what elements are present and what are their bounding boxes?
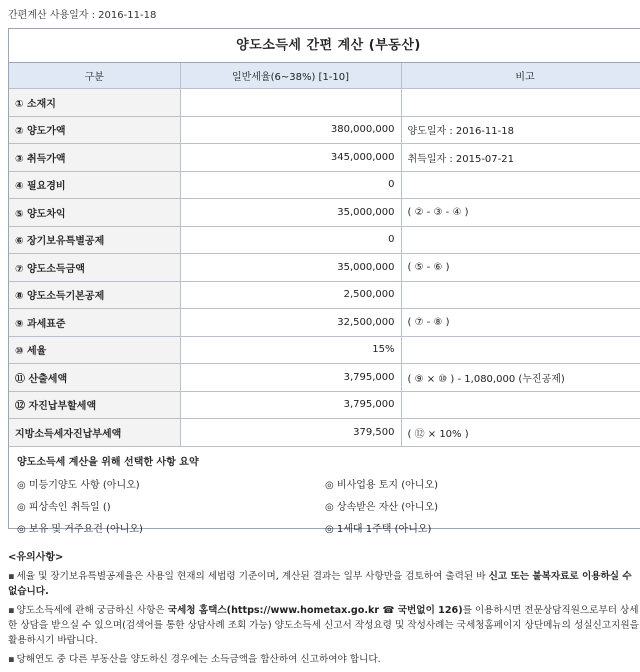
table-row: [9, 336, 640, 364]
row-label: ⑫ 자진납부할세액: [9, 391, 180, 419]
column-header: 비고: [401, 63, 640, 89]
row-remark: [401, 391, 640, 419]
summary-item: ◎ 상속받은 자산 (아니오): [325, 501, 439, 513]
note-item: [8, 569, 640, 599]
row-label: ③ 취득가액: [9, 144, 180, 172]
row-value: 2,500,000: [180, 281, 401, 309]
row-value: 345,000,000: [180, 144, 401, 172]
bullet-icon: ▪: [8, 571, 15, 582]
summary-item: ◎ 미등기양도 사항 (아니오): [17, 479, 140, 491]
table-row: [9, 89, 640, 117]
note-item: [8, 652, 640, 667]
row-remark: [401, 171, 640, 199]
summary-heading: 양도소득세 계산을 위해 선택한 사항 요약: [17, 456, 199, 468]
row-value: 380,000,000: [180, 116, 401, 144]
notes-section: [8, 548, 640, 671]
row-label: ⑥ 장기보유특별공제: [9, 226, 180, 254]
table-row: [9, 226, 640, 254]
summary-item: ◎ 1세대 1주택 (아니오): [325, 523, 432, 535]
column-header: 일반세율(6~38%) [1-10]: [180, 63, 401, 89]
page-title: 양도소득세 간편 계산 (부동산): [9, 29, 640, 63]
row-label: ⑧ 양도소득기본공제: [9, 281, 180, 309]
row-label: 지방소득세자진납부세액: [9, 419, 180, 447]
summary-item: ◎ 보유 및 거주요건 (아니오): [17, 523, 143, 535]
table-row: [9, 144, 640, 172]
row-label: ⑨ 과세표준: [9, 309, 180, 337]
usage-date: 간편계산 사용일자 : 2016-11-18: [8, 10, 157, 21]
note-text: 세율 및 장기보유특별공제율은 사용일 현재의 세법령 기준이며, 계산된 결과는 일부 사항만을 검토하여 출력된 바: [16, 571, 489, 582]
row-value: 379,500: [180, 419, 401, 447]
row-value: 35,000,000: [180, 199, 401, 227]
row-label: ⑩ 세율: [9, 336, 180, 364]
row-remark: ( ⑫ × 10% ): [401, 419, 640, 447]
calc-table: [9, 63, 640, 447]
row-remark: ( ② - ③ - ④ ): [401, 199, 640, 227]
row-remark: 양도일자 : 2016-11-18: [401, 116, 640, 144]
table-row: [9, 391, 640, 419]
note-text: 양도소득세에 관해 궁금하신 사항은: [16, 605, 168, 616]
notes-heading: <유의사항>: [8, 552, 64, 563]
bullet-icon: ▪: [8, 654, 15, 665]
row-remark: [401, 336, 640, 364]
row-value: [180, 89, 401, 117]
table-row: [9, 281, 640, 309]
row-label: ② 양도가액: [9, 116, 180, 144]
hometax-link[interactable]: 국세청 홈택스(https://www.hometax.go.kr ☎ 국번없이 126): [167, 605, 463, 616]
row-remark: [401, 226, 640, 254]
table-header-row: [9, 63, 640, 89]
table-row: [9, 199, 640, 227]
row-value: 0: [180, 226, 401, 254]
row-value: 3,795,000: [180, 391, 401, 419]
row-remark: ( ⑤ - ⑥ ): [401, 254, 640, 282]
column-header: 구분: [9, 63, 180, 89]
note-emphasis: 신고 또는 불복자료로 이용하실 수 없습니다.: [8, 571, 632, 597]
table-row: [9, 309, 640, 337]
table-row: [9, 254, 640, 282]
row-remark: [401, 89, 640, 117]
row-value: 32,500,000: [180, 309, 401, 337]
row-remark: 취득일자 : 2015-07-21: [401, 144, 640, 172]
selection-summary: [9, 447, 640, 535]
table-row: [9, 171, 640, 199]
table-row: [9, 419, 640, 447]
row-value: 3,795,000: [180, 364, 401, 392]
row-value: 15%: [180, 336, 401, 364]
calc-sheet: [8, 28, 640, 535]
row-label: ① 소재지: [9, 89, 180, 117]
bullet-icon: ▪: [8, 605, 15, 616]
summary-grid: [17, 476, 640, 535]
row-remark: [401, 281, 640, 309]
note-item: [8, 603, 640, 648]
note-text: 를 이용하시면 전문상담직원으로부터 상세한 상담을 받으실 수 있으며(검색어를 통한 상담사례 조회 가능) 양도소득세 신고서 작성요령 및 작성사례는 국세청홈페이지 상단메뉴의 성실신고지원을 활용하시기 바랍니다.: [8, 605, 639, 646]
row-remark: ( ⑦ - ⑧ ): [401, 309, 640, 337]
row-value: 35,000,000: [180, 254, 401, 282]
row-label: ④ 필요경비: [9, 171, 180, 199]
row-value: 0: [180, 171, 401, 199]
note-text: 당해연도 중 다른 부동산을 양도하신 경우에는 소득금액을 합산하여 신고하여야 합니다.: [16, 654, 381, 665]
table-row: [9, 116, 640, 144]
row-label: ⑪ 산출세액: [9, 364, 180, 392]
summary-item: ◎ 비사업용 토지 (아니오): [325, 479, 439, 491]
summary-item: ◎ 피상속인 취득일 (): [17, 501, 111, 513]
row-remark: ( ⑨ × ⑩ ) - 1,080,000 (누진공제): [401, 364, 640, 392]
row-label: ⑦ 양도소득금액: [9, 254, 180, 282]
row-label: ⑤ 양도차익: [9, 199, 180, 227]
table-row: [9, 364, 640, 392]
